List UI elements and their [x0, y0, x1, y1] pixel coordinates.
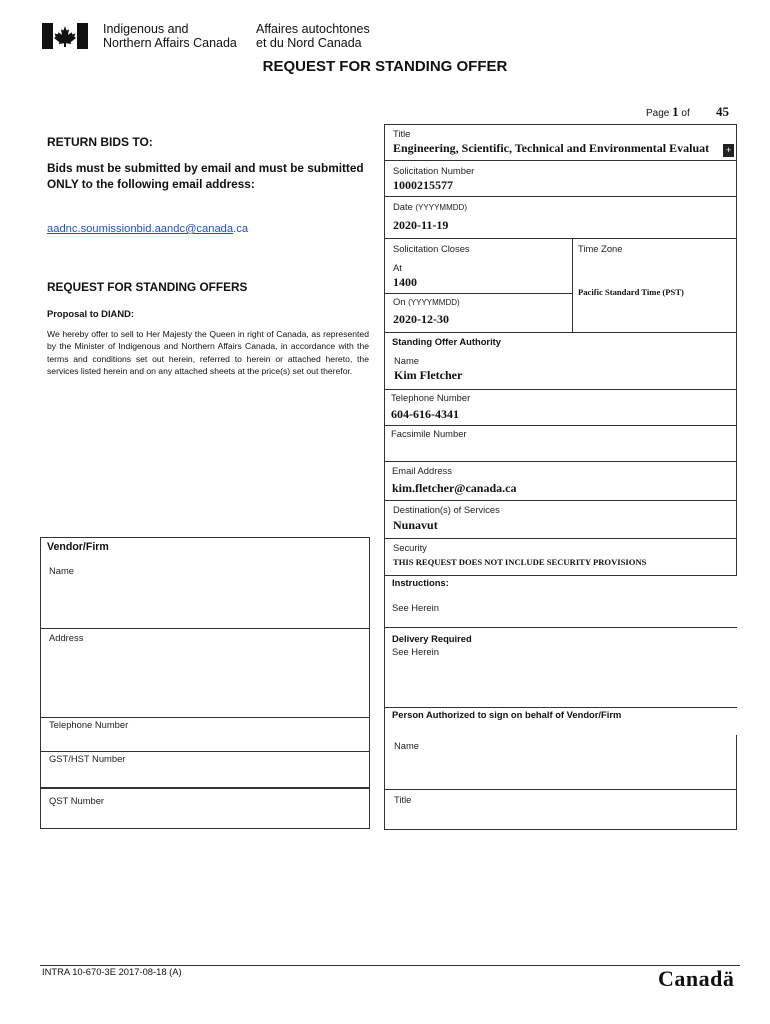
authority-email-value: kim.fletcher@canada.ca [392, 481, 517, 495]
page-indicator [646, 104, 690, 120]
title-scroll-button[interactable]: + [723, 144, 734, 157]
solicitation-closes-label: Solicitation Closes [393, 243, 470, 254]
delivery-heading: Delivery Required [392, 633, 472, 644]
vendor-gst-field[interactable] [41, 752, 369, 787]
dept-en-line1: Indigenous and [103, 22, 189, 36]
instructions-value: See Herein [392, 602, 439, 613]
on-label-text: On [393, 296, 406, 307]
delivery-value: See Herein [392, 646, 439, 657]
time-zone-value: Pacific Standard Time (PST) [578, 287, 684, 297]
date-label [393, 201, 467, 212]
vendor-telephone-label: Telephone Number [49, 719, 129, 730]
at-label: At [393, 262, 402, 273]
page-title: REQUEST FOR STANDING OFFER [262, 58, 508, 75]
authority-telephone-label: Telephone Number [391, 392, 471, 403]
canada-flag-logo [42, 23, 88, 49]
solicitation-number-value: 1000215577 [393, 178, 453, 192]
vendor-address-field[interactable] [41, 629, 369, 717]
return-bids-heading: RETURN BIDS TO: [47, 135, 153, 149]
authority-telephone-value: 604-616-4341 [391, 407, 459, 421]
date-value: 2020-11-19 [393, 218, 449, 232]
dept-fr-line2: et du Nord Canada [256, 36, 362, 50]
authorized-name-label: Name [394, 740, 420, 751]
page-number: 1 [672, 104, 679, 119]
solicitation-number-label: Solicitation Number [393, 165, 475, 176]
security-label: Security [393, 542, 427, 553]
canada-wordmark: Canadä [658, 966, 735, 991]
return-email-address[interactable]: aadnc.soumissionbid.aandc@canada [47, 223, 234, 235]
security-value: THIS REQUEST DOES NOT INCLUDE SECURITY PROVISIONS [393, 557, 647, 567]
instructions-heading: Instructions: [392, 577, 449, 588]
authority-name-value: Kim Fletcher [394, 368, 463, 382]
closing-time-value: 1400 [393, 275, 417, 289]
vendor-address-label: Address [49, 632, 84, 643]
page-label: Page [646, 108, 670, 119]
vendor-name-field[interactable] [41, 560, 369, 626]
on-format: (YYYYMMDD) [408, 298, 460, 307]
closing-date-value: 2020-12-30 [393, 312, 449, 326]
authority-fax-label: Facsimile Number [391, 428, 467, 439]
time-zone-label: Time Zone [578, 243, 623, 254]
date-format: (YYYYMMDD) [415, 203, 467, 212]
authority-heading: Standing Offer Authority [392, 336, 502, 347]
offer-text: We hereby offer to sell to Her Majesty the Queen in right of Canada, as represented by the Minister of Indigenous and Northern Affairs Canada, in accordance with the terms and conditions set out herein, referred to herein or attached hereto, the services listed herein and on any attached sheets at the price(s) set out therefor. [47, 329, 369, 377]
vendor-telephone-field[interactable] [41, 718, 369, 751]
dept-name-en [103, 22, 237, 50]
proposal-to-label: Proposal to DIAND: [47, 308, 134, 319]
authority-name-label: Name [394, 355, 420, 366]
dept-name-fr [256, 22, 370, 50]
date-label-text: Date [393, 201, 413, 212]
destination-label: Destination(s) of Services [393, 504, 500, 515]
submission-instruction: Bids must be submitted by email and must be submitted ONLY to the following email address: [47, 161, 364, 191]
authority-email-label: Email Address [392, 465, 452, 476]
return-email-domain[interactable]: .ca [233, 223, 249, 235]
vendor-heading: Vendor/Firm [47, 541, 109, 553]
destination-value: Nunavut [393, 518, 438, 532]
page-of-label: of [681, 108, 690, 119]
page-total: 45 [716, 104, 729, 119]
dept-en-line2: Northern Affairs Canada [103, 36, 237, 50]
authorized-name-field[interactable] [385, 736, 735, 788]
title-value: Engineering, Scientific, Technical and Environmental Evaluat [393, 141, 710, 155]
dept-fr-line1: Affaires autochtones [256, 22, 370, 36]
form-code: INTRA 10-670-3E 2017-08-18 (A) [42, 966, 182, 977]
authorized-title-label: Title [394, 794, 412, 805]
vendor-gst-label: GST/HST Number [49, 753, 126, 764]
on-label [393, 296, 460, 307]
return-email-link[interactable] [47, 223, 248, 235]
vendor-qst-label: QST Number [49, 795, 105, 806]
authorized-title-field[interactable] [385, 790, 735, 829]
title-label: Title [393, 128, 411, 139]
rfso-heading: REQUEST FOR STANDING OFFERS [47, 280, 248, 294]
vendor-name-label: Name [49, 565, 75, 576]
authorized-person-heading: Person Authorized to sign on behalf of Vendor/Firm [392, 709, 622, 720]
